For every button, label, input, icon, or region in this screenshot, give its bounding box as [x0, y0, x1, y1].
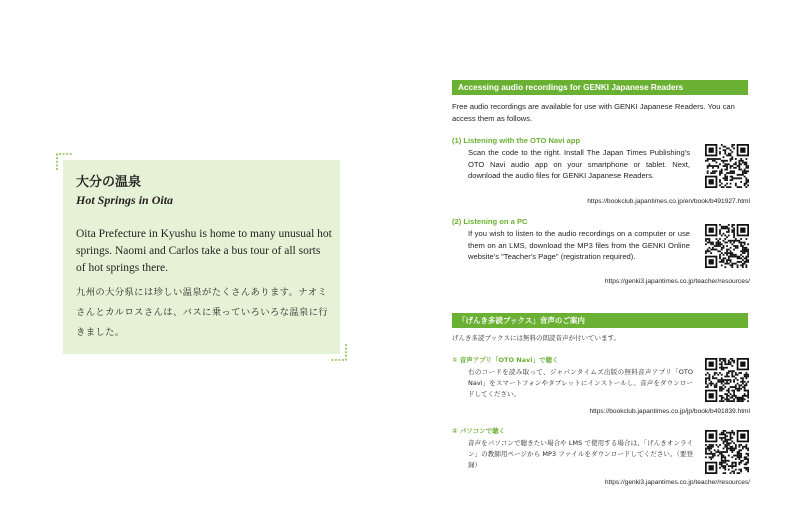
japanese-item-1-body: 右のコードを読み取って、ジャパンタイムズ出版の無料音声アプリ「OTO Navi」をスマートフォンやタブレットにインストールし、音声をダウンロードしてください。: [468, 368, 693, 398]
english-section-header-text: Accessing audio recordings for GENKI Japanese Readers: [458, 83, 684, 92]
english-item-2-body: If you wish to listen to the audio recordings on a computer or use them on an LMS, download the MP3 files from the GENKI Online website's "Teacher's Page" (registration required).: [468, 229, 690, 261]
story-english-summary: Oita Prefecture in Kyushu is home to many unusual hot springs. Naomi and Carlos take a bus tour of all sorts of hot springs there.: [76, 228, 332, 274]
japanese-item-2-body: 音声をパソコンで聴きたい場合や LMS で使用する場合は、「げんきオンライン」の教師用ページから MP3 ファイルをダウンロードしてください。（要登録）: [468, 439, 693, 469]
story-japanese-title: 大分の温泉: [76, 175, 142, 190]
story-english-title: Hot Springs in Oita: [76, 193, 174, 207]
story-japanese-summary: 九州の大分県には珍しい温泉がたくさんあります。ナオミさんとカルロスさんは、バスに乗っていろいろな温泉に行きました。: [76, 287, 329, 338]
japanese-intro: げんき多読ブックスには無料の朗読音声が付いています。: [452, 334, 620, 342]
japanese-item-2-heading: ② パソコンで聴く: [452, 427, 506, 435]
japanese-section-header: [452, 313, 748, 328]
story-box: [63, 160, 340, 354]
english-intro: Free audio recordings are available for use with GENKI Japanese Readers. You can access them as follows.: [452, 102, 735, 123]
corner-ornament-icon: [329, 343, 347, 361]
japanese-section-header-text: 「げんき多読ブックス」音声のご案内: [458, 316, 585, 325]
japanese-item-1-heading: ① 音声アプリ「OTO Navi」で聴く: [452, 356, 559, 364]
english-item-1-url[interactable]: https://bookclub.japantimes.co.jp/en/book/b491927.html: [587, 198, 750, 205]
right-page: [400, 0, 800, 529]
qr-code-icon: [705, 144, 749, 188]
english-item-2-heading: (2) Listening on a PC: [452, 217, 528, 226]
qr-code-icon: [705, 358, 749, 402]
english-item-2-url[interactable]: https://genki3.japantimes.co.jp/teacher/resources/: [604, 278, 750, 285]
corner-ornament-icon: [56, 153, 74, 171]
qr-code-icon: [705, 430, 749, 474]
english-item-1-heading: (1) Listening with the OTO Navi app: [452, 136, 581, 145]
japanese-item-2-url[interactable]: https://genki3.japantimes.co.jp/teacher/resources/: [604, 479, 750, 486]
qr-code-icon: [705, 224, 749, 268]
japanese-item-1-url[interactable]: https://bookclub.japantimes.co.jp/jp/book/b491839.html: [589, 408, 750, 415]
english-section-header: [452, 80, 748, 95]
english-item-1-body: Scan the code to the right. Install The Japan Times Publishing's OTO Navi audio app on your smartphone or tablet. Next, download the audio files for GENKI Japanese Readers.: [468, 148, 690, 180]
